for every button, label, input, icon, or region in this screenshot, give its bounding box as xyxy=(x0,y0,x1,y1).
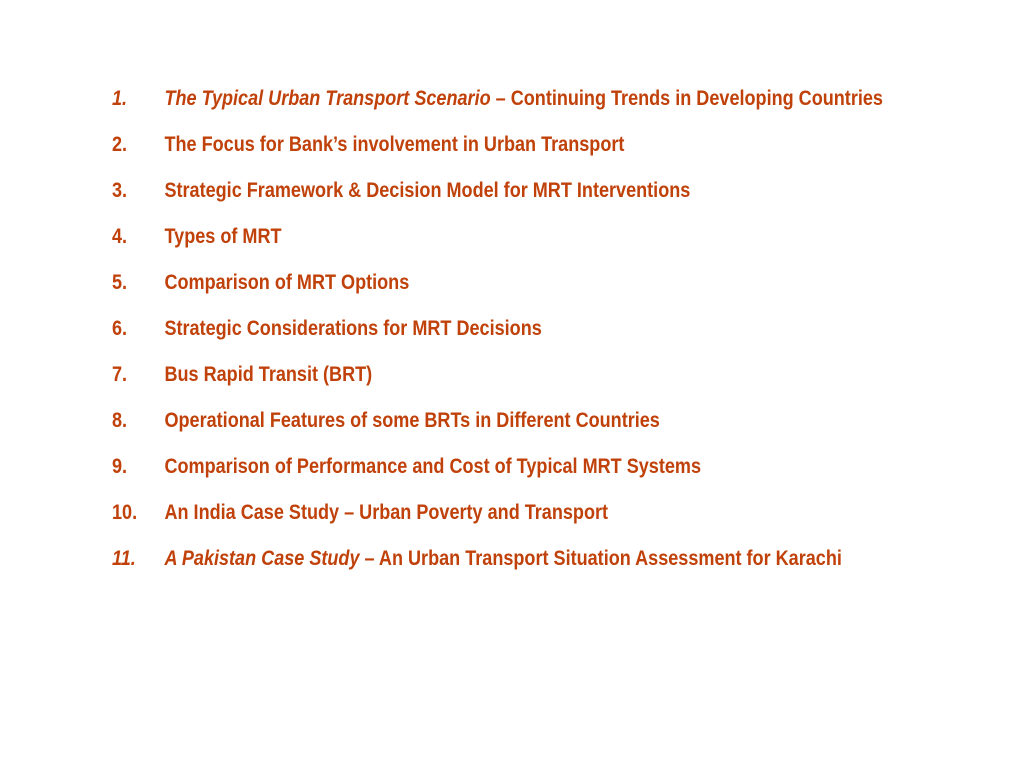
agenda-item-6 xyxy=(112,314,912,344)
agenda-item-text: Bus Rapid Transit (BRT) xyxy=(164,363,373,386)
agenda-item-number: 6. xyxy=(112,317,128,340)
agenda-item-7 xyxy=(112,360,912,390)
agenda-item-text: Strategic Considerations for MRT Decisions xyxy=(164,317,542,340)
agenda-item-number: 3. xyxy=(112,179,128,202)
agenda-item-11 xyxy=(112,544,912,574)
agenda-list xyxy=(112,84,912,590)
agenda-item-8 xyxy=(112,406,912,436)
agenda-item-text: An India Case Study – Urban Poverty and Transport xyxy=(164,501,609,524)
agenda-item-rest: – Continuing Trends in Developing Countries xyxy=(490,87,883,110)
agenda-item-text: Comparison of MRT Options xyxy=(164,271,410,294)
agenda-item-4 xyxy=(112,222,912,252)
agenda-item-number: 7. xyxy=(112,363,128,386)
agenda-item-number: 8. xyxy=(112,409,128,432)
agenda-item-3 xyxy=(112,176,912,206)
agenda-item-text: Types of MRT xyxy=(164,225,282,248)
agenda-item-text xyxy=(164,544,911,574)
agenda-item-5 xyxy=(112,268,912,298)
agenda-item-number: 9. xyxy=(112,455,128,478)
agenda-item-text xyxy=(164,84,911,114)
agenda-item-text: Operational Features of some BRTs in Different Countries xyxy=(164,409,660,432)
agenda-item-text: Comparison of Performance and Cost of Typical MRT Systems xyxy=(164,455,702,478)
agenda-item-number: 10. xyxy=(112,501,138,524)
agenda-item-number: 11. xyxy=(112,547,136,570)
agenda-item-lead: The Typical Urban Transport Scenario xyxy=(164,87,491,110)
agenda-item-number: 4. xyxy=(112,225,128,248)
agenda-item-number: 5. xyxy=(112,271,128,294)
agenda-item-10 xyxy=(112,498,912,528)
agenda-item-number: 2. xyxy=(112,133,128,156)
agenda-item-lead: A Pakistan Case Study xyxy=(164,547,360,570)
agenda-item-9 xyxy=(112,452,912,482)
agenda-item-text: Strategic Framework & Decision Model for MRT Interventions xyxy=(164,179,691,202)
agenda-item-rest: – An Urban Transport Situation Assessment for Karachi xyxy=(359,547,842,570)
agenda-item-2 xyxy=(112,130,912,160)
agenda-item-number: 1. xyxy=(112,87,128,110)
agenda-item-text: The Focus for Bank’s involvement in Urban Transport xyxy=(164,133,625,156)
agenda-item-1 xyxy=(112,84,912,114)
